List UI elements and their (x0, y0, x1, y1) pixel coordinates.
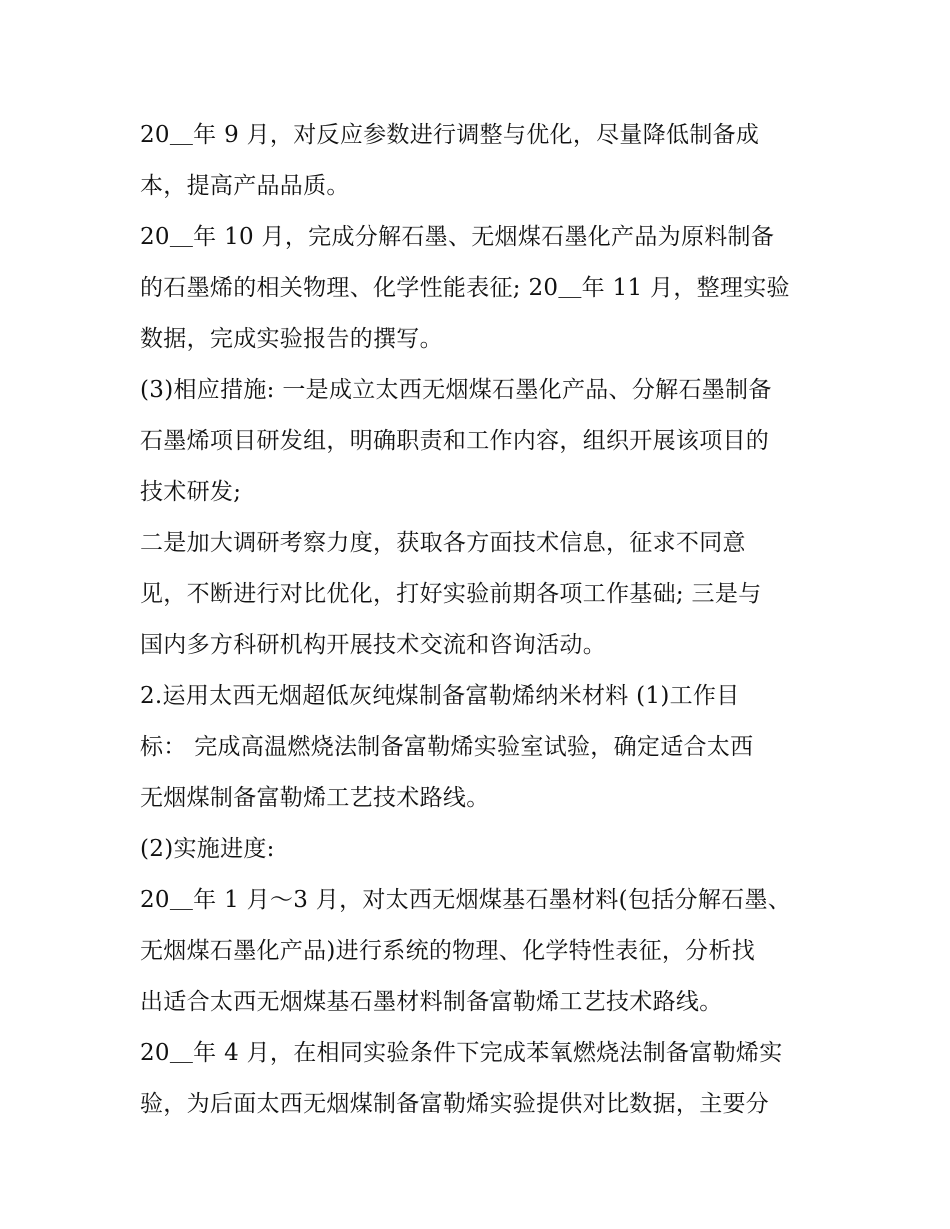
text-line: (3)相应措施: 一是成立太西无烟煤石墨化产品、分解石墨制备 (140, 377, 772, 403)
text-line: 无烟煤石墨化产品)进行系统的物理、化学特性表征，分析找 (140, 938, 756, 964)
text-line: 的石墨烯的相关物理、化学性能表征; 20＿年 11 月，整理实验 (140, 275, 790, 301)
text-line: (2)实施进度: (140, 836, 275, 862)
text-line: 验，为后面太西无烟煤制备富勒烯实验提供对比数据，主要分 (140, 1091, 770, 1117)
text-line: 2.运用太西无烟超低灰纯煤制备富勒烯纳米材料 (1)工作目 (140, 683, 740, 709)
text-line: 20＿年 10 月，完成分解石墨、无烟煤石墨化产品为原料制备 (140, 224, 775, 250)
text-line: 20＿年 4 月，在相同实验条件下完成苯氧燃烧法制备富勒烯实 (140, 1040, 783, 1066)
text-line: 国内多方科研机构开展技术交流和咨询活动。 (140, 632, 606, 658)
document-body (140, 110, 830, 1130)
text-line: 技术研发; (140, 479, 242, 505)
text-line: 二是加大调研考察力度，获取各方面技术信息，征求不同意 (140, 530, 746, 556)
text-line: 20＿年 1 月～3 月，对太西无烟煤基石墨材料(包括分解石墨、 (140, 887, 792, 913)
text-line: 本，提高产品品质。 (140, 173, 350, 199)
text-line: 无烟煤制备富勒烯工艺技术路线。 (140, 785, 490, 811)
text-line: 见，不断进行对比优化，打好实验前期各项工作基础; 三是与 (140, 581, 762, 607)
text-line: 石墨烯项目研发组，明确职责和工作内容，组织开展该项目的 (140, 428, 770, 454)
text-line: 标： 完成高温燃烧法制备富勒烯实验室试验，确定适合太西 (140, 734, 754, 760)
text-line: 数据，完成实验报告的撰写。 (140, 326, 443, 352)
text-line: 20＿年 9 月，对反应参数进行调整与优化，尽量降低制备成 (140, 122, 760, 148)
text-line: 出适合太西无烟煤基石墨材料制备富勒烯工艺技术路线。 (140, 989, 723, 1015)
